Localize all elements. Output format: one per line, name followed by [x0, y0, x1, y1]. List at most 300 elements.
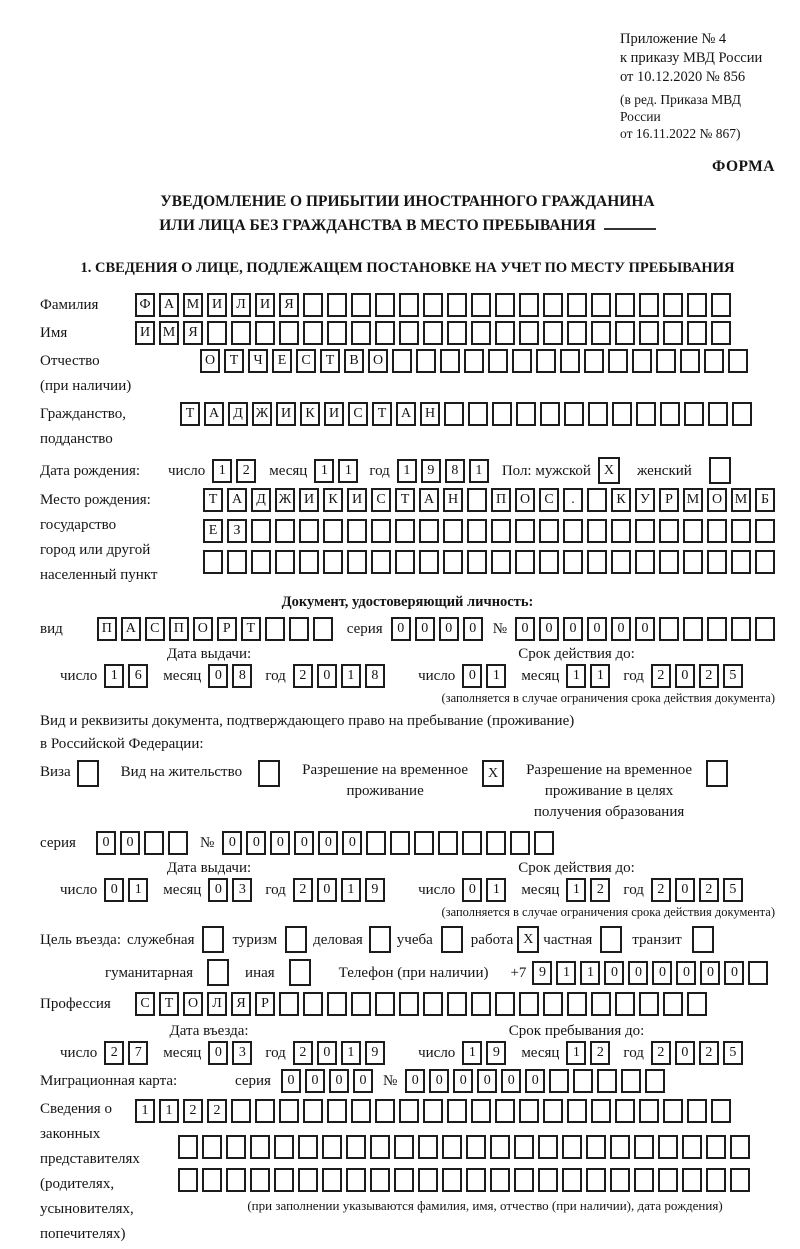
char-box[interactable]: 0 — [462, 664, 482, 688]
char-box[interactable] — [370, 1135, 390, 1159]
char-box[interactable] — [289, 959, 311, 986]
char-box[interactable] — [226, 1135, 246, 1159]
char-box[interactable] — [562, 1168, 582, 1192]
char-box[interactable]: 0 — [294, 831, 314, 855]
char-box[interactable]: 0 — [563, 617, 583, 641]
char-box[interactable] — [231, 1099, 251, 1123]
char-box[interactable] — [258, 760, 280, 787]
char-box[interactable] — [660, 402, 680, 426]
char-box[interactable]: А — [121, 617, 141, 641]
char-box[interactable]: 0 — [611, 617, 631, 641]
char-box[interactable] — [540, 402, 560, 426]
char-box[interactable]: X — [517, 926, 539, 953]
char-box[interactable] — [375, 293, 395, 317]
char-box[interactable] — [303, 992, 323, 1016]
char-box[interactable]: 2 — [104, 1041, 124, 1065]
char-box[interactable] — [687, 293, 707, 317]
char-box[interactable] — [466, 1135, 486, 1159]
char-box[interactable]: 0 — [317, 664, 337, 688]
char-box[interactable] — [567, 321, 587, 345]
char-box[interactable]: 8 — [232, 664, 252, 688]
char-box[interactable] — [347, 550, 367, 574]
char-box[interactable]: С — [371, 488, 391, 512]
char-box[interactable] — [621, 1069, 641, 1093]
char-box[interactable]: 2 — [699, 664, 719, 688]
char-box[interactable]: З — [227, 519, 247, 543]
char-box[interactable]: 0 — [318, 831, 338, 855]
char-box[interactable]: О — [193, 617, 213, 641]
char-box[interactable] — [468, 402, 488, 426]
char-box[interactable] — [560, 349, 580, 373]
char-box[interactable] — [608, 349, 628, 373]
char-box[interactable] — [543, 293, 563, 317]
char-box[interactable]: С — [348, 402, 368, 426]
char-box[interactable] — [419, 550, 439, 574]
char-box[interactable]: 1 — [212, 459, 232, 483]
char-box[interactable]: Р — [255, 992, 275, 1016]
char-box[interactable] — [423, 321, 443, 345]
char-box[interactable] — [447, 321, 467, 345]
char-box[interactable] — [203, 550, 223, 574]
char-box[interactable]: Л — [207, 992, 227, 1016]
char-box[interactable] — [663, 1099, 683, 1123]
char-box[interactable] — [659, 519, 679, 543]
char-box[interactable]: 1 — [159, 1099, 179, 1123]
char-box[interactable] — [298, 1168, 318, 1192]
char-box[interactable] — [414, 831, 434, 855]
char-box[interactable] — [390, 831, 410, 855]
char-box[interactable] — [471, 1099, 491, 1123]
char-box[interactable]: 2 — [293, 1041, 313, 1065]
char-box[interactable]: 0 — [724, 961, 744, 985]
char-box[interactable] — [706, 1135, 726, 1159]
char-box[interactable] — [514, 1135, 534, 1159]
char-box[interactable] — [519, 321, 539, 345]
char-box[interactable] — [495, 1099, 515, 1123]
char-box[interactable] — [471, 293, 491, 317]
char-box[interactable] — [586, 1168, 606, 1192]
char-box[interactable] — [539, 519, 559, 543]
char-box[interactable] — [491, 519, 511, 543]
char-box[interactable]: Ж — [252, 402, 272, 426]
char-box[interactable]: 0 — [405, 1069, 425, 1093]
char-box[interactable] — [543, 992, 563, 1016]
char-box[interactable]: 0 — [342, 831, 362, 855]
char-box[interactable] — [440, 349, 460, 373]
char-box[interactable] — [567, 992, 587, 1016]
char-box[interactable]: 1 — [556, 961, 576, 985]
char-box[interactable]: 1 — [486, 878, 506, 902]
char-box[interactable]: 1 — [566, 1041, 586, 1065]
char-box[interactable] — [707, 519, 727, 543]
char-box[interactable] — [731, 519, 751, 543]
char-box[interactable] — [707, 550, 727, 574]
char-box[interactable] — [168, 831, 188, 855]
char-box[interactable]: 0 — [120, 831, 140, 855]
char-box[interactable]: У — [635, 488, 655, 512]
char-box[interactable] — [447, 293, 467, 317]
char-box[interactable]: Я — [183, 321, 203, 345]
char-box[interactable] — [274, 1135, 294, 1159]
char-box[interactable]: 2 — [699, 1041, 719, 1065]
char-box[interactable]: 0 — [96, 831, 116, 855]
char-box[interactable] — [371, 550, 391, 574]
char-box[interactable]: 0 — [604, 961, 624, 985]
char-box[interactable]: 1 — [486, 664, 506, 688]
char-box[interactable]: Т — [203, 488, 223, 512]
char-box[interactable]: Е — [203, 519, 223, 543]
char-box[interactable]: 9 — [486, 1041, 506, 1065]
char-box[interactable]: П — [169, 617, 189, 641]
char-box[interactable]: М — [159, 321, 179, 345]
char-box[interactable]: 0 — [329, 1069, 349, 1093]
char-box[interactable] — [515, 550, 535, 574]
char-box[interactable] — [394, 1168, 414, 1192]
char-box[interactable]: 2 — [590, 1041, 610, 1065]
char-box[interactable] — [706, 1168, 726, 1192]
char-box[interactable] — [399, 321, 419, 345]
char-box[interactable] — [313, 617, 333, 641]
char-box[interactable] — [207, 321, 227, 345]
char-box[interactable] — [375, 992, 395, 1016]
char-box[interactable] — [639, 321, 659, 345]
char-box[interactable] — [399, 293, 419, 317]
char-box[interactable]: 1 — [338, 459, 358, 483]
char-box[interactable]: Р — [659, 488, 679, 512]
char-box[interactable] — [399, 992, 419, 1016]
char-box[interactable] — [442, 1135, 462, 1159]
char-box[interactable] — [615, 321, 635, 345]
char-box[interactable]: 5 — [723, 664, 743, 688]
char-box[interactable] — [562, 1135, 582, 1159]
char-box[interactable] — [610, 1135, 630, 1159]
char-box[interactable] — [202, 1135, 222, 1159]
char-box[interactable] — [279, 321, 299, 345]
char-box[interactable] — [730, 1135, 750, 1159]
char-box[interactable] — [659, 617, 679, 641]
char-box[interactable]: 1 — [341, 1041, 361, 1065]
char-box[interactable] — [323, 519, 343, 543]
char-box[interactable] — [549, 1069, 569, 1093]
char-box[interactable] — [683, 617, 703, 641]
char-box[interactable] — [375, 1099, 395, 1123]
char-box[interactable] — [322, 1168, 342, 1192]
char-box[interactable]: Т — [395, 488, 415, 512]
char-box[interactable]: М — [183, 293, 203, 317]
char-box[interactable] — [327, 321, 347, 345]
char-box[interactable]: К — [611, 488, 631, 512]
char-box[interactable] — [144, 831, 164, 855]
char-box[interactable]: 0 — [463, 617, 483, 641]
char-box[interactable] — [586, 1135, 606, 1159]
char-box[interactable]: С — [539, 488, 559, 512]
char-box[interactable] — [707, 617, 727, 641]
char-box[interactable] — [687, 321, 707, 345]
char-box[interactable]: О — [183, 992, 203, 1016]
char-box[interactable] — [591, 1099, 611, 1123]
char-box[interactable] — [587, 550, 607, 574]
char-box[interactable] — [597, 1069, 617, 1093]
char-box[interactable] — [615, 1099, 635, 1123]
char-box[interactable]: 1 — [397, 459, 417, 483]
char-box[interactable] — [251, 519, 271, 543]
char-box[interactable] — [600, 926, 622, 953]
char-box[interactable] — [519, 293, 539, 317]
char-box[interactable]: 0 — [700, 961, 720, 985]
char-box[interactable] — [732, 402, 752, 426]
char-box[interactable]: А — [419, 488, 439, 512]
char-box[interactable]: Д — [251, 488, 271, 512]
char-box[interactable]: И — [135, 321, 155, 345]
char-box[interactable] — [563, 519, 583, 543]
char-box[interactable] — [207, 959, 229, 986]
char-box[interactable] — [178, 1168, 198, 1192]
char-box[interactable]: 0 — [391, 617, 411, 641]
char-box[interactable] — [587, 519, 607, 543]
char-box[interactable] — [351, 321, 371, 345]
char-box[interactable] — [495, 293, 515, 317]
char-box[interactable] — [663, 992, 683, 1016]
char-box[interactable] — [467, 550, 487, 574]
char-box[interactable]: 7 — [128, 1041, 148, 1065]
char-box[interactable] — [536, 349, 556, 373]
char-box[interactable] — [351, 1099, 371, 1123]
char-box[interactable] — [730, 1168, 750, 1192]
char-box[interactable]: А — [396, 402, 416, 426]
char-box[interactable] — [656, 349, 676, 373]
char-box[interactable]: К — [323, 488, 343, 512]
char-box[interactable] — [369, 926, 391, 953]
char-box[interactable] — [346, 1135, 366, 1159]
char-box[interactable] — [687, 992, 707, 1016]
char-box[interactable]: С — [135, 992, 155, 1016]
char-box[interactable]: 1 — [314, 459, 334, 483]
char-box[interactable] — [375, 321, 395, 345]
char-box[interactable]: 0 — [415, 617, 435, 641]
char-box[interactable] — [491, 550, 511, 574]
char-box[interactable]: 9 — [421, 459, 441, 483]
char-box[interactable]: Ф — [135, 293, 155, 317]
char-box[interactable] — [591, 992, 611, 1016]
char-box[interactable]: Б — [755, 488, 775, 512]
char-box[interactable] — [519, 992, 539, 1016]
char-box[interactable] — [731, 550, 751, 574]
char-box[interactable]: 1 — [104, 664, 124, 688]
char-box[interactable] — [709, 457, 731, 484]
char-box[interactable] — [275, 550, 295, 574]
char-box[interactable]: 8 — [365, 664, 385, 688]
char-box[interactable] — [591, 321, 611, 345]
char-box[interactable]: 5 — [723, 1041, 743, 1065]
char-box[interactable] — [418, 1135, 438, 1159]
char-box[interactable]: Н — [420, 402, 440, 426]
char-box[interactable]: 0 — [246, 831, 266, 855]
char-box[interactable] — [680, 349, 700, 373]
char-box[interactable]: 0 — [525, 1069, 545, 1093]
char-box[interactable]: Е — [272, 349, 292, 373]
char-box[interactable]: 2 — [293, 878, 313, 902]
char-box[interactable] — [492, 402, 512, 426]
char-box[interactable] — [366, 831, 386, 855]
char-box[interactable]: И — [324, 402, 344, 426]
char-box[interactable]: 0 — [317, 878, 337, 902]
char-box[interactable] — [395, 550, 415, 574]
char-box[interactable]: 0 — [453, 1069, 473, 1093]
char-box[interactable] — [635, 519, 655, 543]
char-box[interactable] — [573, 1069, 593, 1093]
char-box[interactable]: 2 — [699, 878, 719, 902]
char-box[interactable] — [279, 1099, 299, 1123]
char-box[interactable] — [538, 1135, 558, 1159]
char-box[interactable] — [728, 349, 748, 373]
char-box[interactable] — [250, 1168, 270, 1192]
char-box[interactable] — [584, 349, 604, 373]
char-box[interactable] — [423, 1099, 443, 1123]
char-box[interactable] — [711, 293, 731, 317]
char-box[interactable]: 0 — [675, 1041, 695, 1065]
char-box[interactable]: С — [296, 349, 316, 373]
char-box[interactable]: 2 — [236, 459, 256, 483]
char-box[interactable]: Ч — [248, 349, 268, 373]
char-box[interactable] — [443, 550, 463, 574]
char-box[interactable]: Т — [180, 402, 200, 426]
char-box[interactable] — [490, 1168, 510, 1192]
char-box[interactable] — [611, 519, 631, 543]
char-box[interactable]: 2 — [590, 878, 610, 902]
char-box[interactable] — [519, 1099, 539, 1123]
char-box[interactable]: К — [300, 402, 320, 426]
char-box[interactable]: 0 — [675, 878, 695, 902]
char-box[interactable] — [467, 488, 487, 512]
char-box[interactable] — [323, 550, 343, 574]
char-box[interactable] — [731, 617, 751, 641]
char-box[interactable] — [534, 831, 554, 855]
char-box[interactable] — [231, 321, 251, 345]
char-box[interactable]: 9 — [365, 878, 385, 902]
char-box[interactable] — [683, 519, 703, 543]
char-box[interactable] — [611, 550, 631, 574]
char-box[interactable] — [441, 926, 463, 953]
char-box[interactable]: 9 — [532, 961, 552, 985]
char-box[interactable] — [567, 293, 587, 317]
char-box[interactable]: 1 — [462, 1041, 482, 1065]
char-box[interactable] — [464, 349, 484, 373]
char-box[interactable]: Я — [231, 992, 251, 1016]
char-box[interactable]: 2 — [651, 664, 671, 688]
char-box[interactable] — [447, 1099, 467, 1123]
char-box[interactable]: П — [97, 617, 117, 641]
char-box[interactable] — [510, 831, 530, 855]
char-box[interactable] — [711, 321, 731, 345]
char-box[interactable] — [250, 1135, 270, 1159]
char-box[interactable] — [563, 550, 583, 574]
char-box[interactable]: Т — [241, 617, 261, 641]
char-box[interactable] — [279, 992, 299, 1016]
char-box[interactable] — [351, 293, 371, 317]
char-box[interactable]: 0 — [104, 878, 124, 902]
char-box[interactable] — [634, 1168, 654, 1192]
char-box[interactable] — [298, 1135, 318, 1159]
char-box[interactable] — [658, 1168, 678, 1192]
char-box[interactable] — [285, 926, 307, 953]
char-box[interactable] — [514, 1168, 534, 1192]
char-box[interactable]: О — [368, 349, 388, 373]
char-box[interactable]: 2 — [651, 1041, 671, 1065]
char-box[interactable]: П — [491, 488, 511, 512]
char-box[interactable]: Л — [231, 293, 251, 317]
char-box[interactable] — [394, 1135, 414, 1159]
char-box[interactable] — [202, 1168, 222, 1192]
char-box[interactable] — [639, 1099, 659, 1123]
char-box[interactable] — [711, 1099, 731, 1123]
char-box[interactable] — [274, 1168, 294, 1192]
char-box[interactable] — [227, 550, 247, 574]
char-box[interactable] — [515, 519, 535, 543]
char-box[interactable] — [490, 1135, 510, 1159]
char-box[interactable]: Т — [159, 992, 179, 1016]
char-box[interactable]: 1 — [469, 459, 489, 483]
char-box[interactable]: 0 — [281, 1069, 301, 1093]
char-box[interactable] — [682, 1135, 702, 1159]
char-box[interactable] — [538, 1168, 558, 1192]
char-box[interactable] — [486, 831, 506, 855]
char-box[interactable] — [636, 402, 656, 426]
char-box[interactable]: Д — [228, 402, 248, 426]
char-box[interactable] — [442, 1168, 462, 1192]
char-box[interactable] — [462, 831, 482, 855]
char-box[interactable]: 1 — [566, 878, 586, 902]
char-box[interactable] — [418, 1168, 438, 1192]
char-box[interactable] — [299, 519, 319, 543]
char-box[interactable]: Р — [217, 617, 237, 641]
char-box[interactable] — [346, 1168, 366, 1192]
char-box[interactable] — [615, 992, 635, 1016]
char-box[interactable]: М — [683, 488, 703, 512]
char-box[interactable]: Я — [279, 293, 299, 317]
char-box[interactable] — [659, 550, 679, 574]
char-box[interactable] — [755, 550, 775, 574]
char-box[interactable] — [265, 617, 285, 641]
char-box[interactable]: 0 — [439, 617, 459, 641]
char-box[interactable] — [683, 550, 703, 574]
char-box[interactable]: X — [482, 760, 504, 787]
char-box[interactable] — [371, 519, 391, 543]
char-box[interactable] — [610, 1168, 630, 1192]
char-box[interactable] — [658, 1135, 678, 1159]
char-box[interactable]: В — [344, 349, 364, 373]
char-box[interactable]: 8 — [445, 459, 465, 483]
char-box[interactable]: 1 — [341, 664, 361, 688]
char-box[interactable] — [635, 550, 655, 574]
char-box[interactable]: И — [299, 488, 319, 512]
char-box[interactable] — [706, 760, 728, 787]
char-box[interactable]: 0 — [635, 617, 655, 641]
char-box[interactable] — [327, 293, 347, 317]
char-box[interactable]: 1 — [135, 1099, 155, 1123]
char-box[interactable] — [567, 1099, 587, 1123]
char-box[interactable]: 0 — [270, 831, 290, 855]
char-box[interactable] — [370, 1168, 390, 1192]
char-box[interactable]: 0 — [208, 664, 228, 688]
char-box[interactable] — [645, 1069, 665, 1093]
char-box[interactable] — [423, 992, 443, 1016]
char-box[interactable] — [289, 617, 309, 641]
char-box[interactable] — [634, 1135, 654, 1159]
char-box[interactable]: Т — [224, 349, 244, 373]
char-box[interactable] — [303, 1099, 323, 1123]
char-box[interactable] — [632, 349, 652, 373]
char-box[interactable]: 6 — [128, 664, 148, 688]
